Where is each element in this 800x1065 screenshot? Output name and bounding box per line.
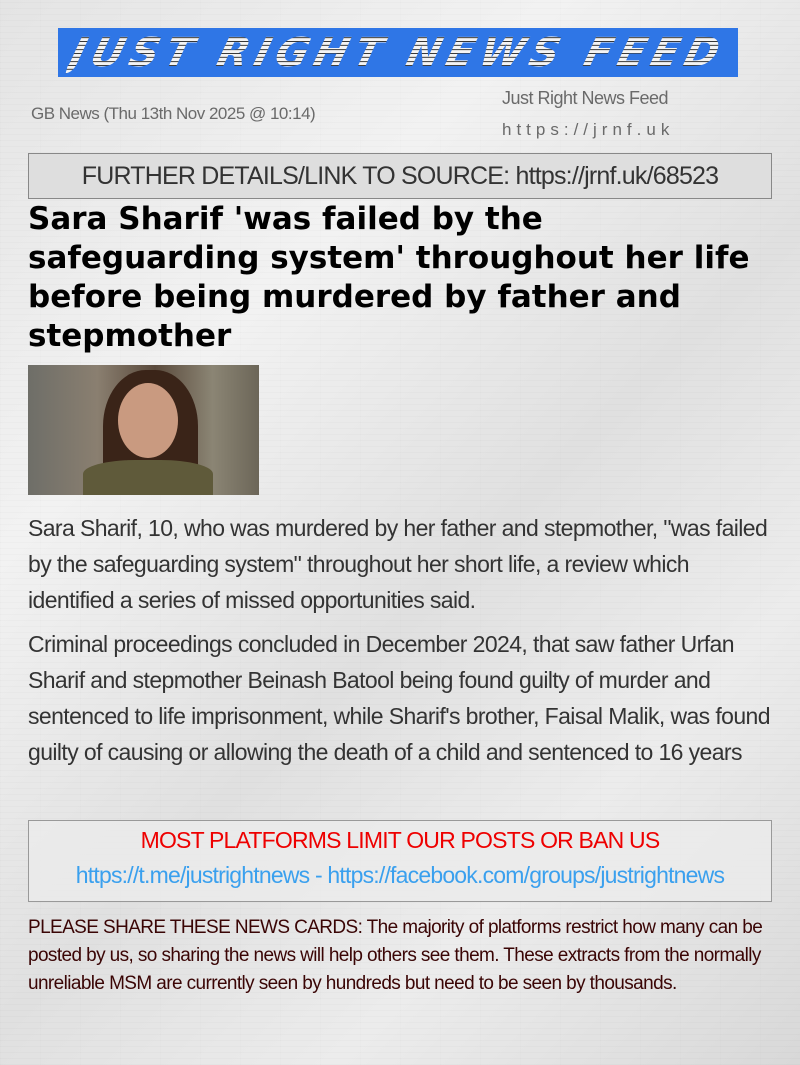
platform-notice bbox=[28, 820, 772, 902]
logo-text: JUST RIGHT NEWS FEED bbox=[65, 29, 731, 76]
article-paragraph: Sara Sharif, 10, who was murdered by her father and stepmother, "was failed by the safeguarding system" throughout her short life, a review which identified a series of missed opportunities said. bbox=[28, 515, 768, 613]
site-logo bbox=[58, 28, 738, 77]
article-paragraph: Criminal proceedings concluded in December 2024, that saw father Urfan Sharif and stepmother Beinash Batool being found guilty of murder and sentenced to life imprisonment, while Sharif's brother, Faisal Malik, was found guilty of causing or allowing the death of a child and sentenced to 16 years bbox=[28, 631, 770, 765]
source-line: GB News (Thu 13th Nov 2025 @ 10:14) bbox=[31, 104, 316, 123]
share-text: PLEASE SHARE THESE NEWS CARDS: The majority of platforms restrict how many can be posted by us, so sharing the news will help others see them. These extracts from the normally unreliable MSM are currently seen by hundreds but need to be seen by thousands. bbox=[28, 917, 763, 994]
brand-name: Just Right News Feed bbox=[502, 88, 669, 108]
article-body bbox=[28, 510, 778, 778]
social-links[interactable]: https://t.me/justrightnews - https://facebook.com/groups/justrightnews bbox=[75, 862, 725, 888]
article-photo bbox=[28, 365, 259, 495]
article-title: Sara Sharif 'was failed by the safeguarding system' throughout her life before being murdered by father and stepmother bbox=[28, 201, 750, 354]
notice-title: MOST PLATFORMS LIMIT OUR POSTS OR BAN US bbox=[140, 827, 660, 853]
source-link[interactable]: FURTHER DETAILS/LINK TO SOURCE: https://jrnf.uk/68523 bbox=[28, 153, 772, 199]
brand-url[interactable]: https://jrnf.uk bbox=[502, 120, 675, 139]
